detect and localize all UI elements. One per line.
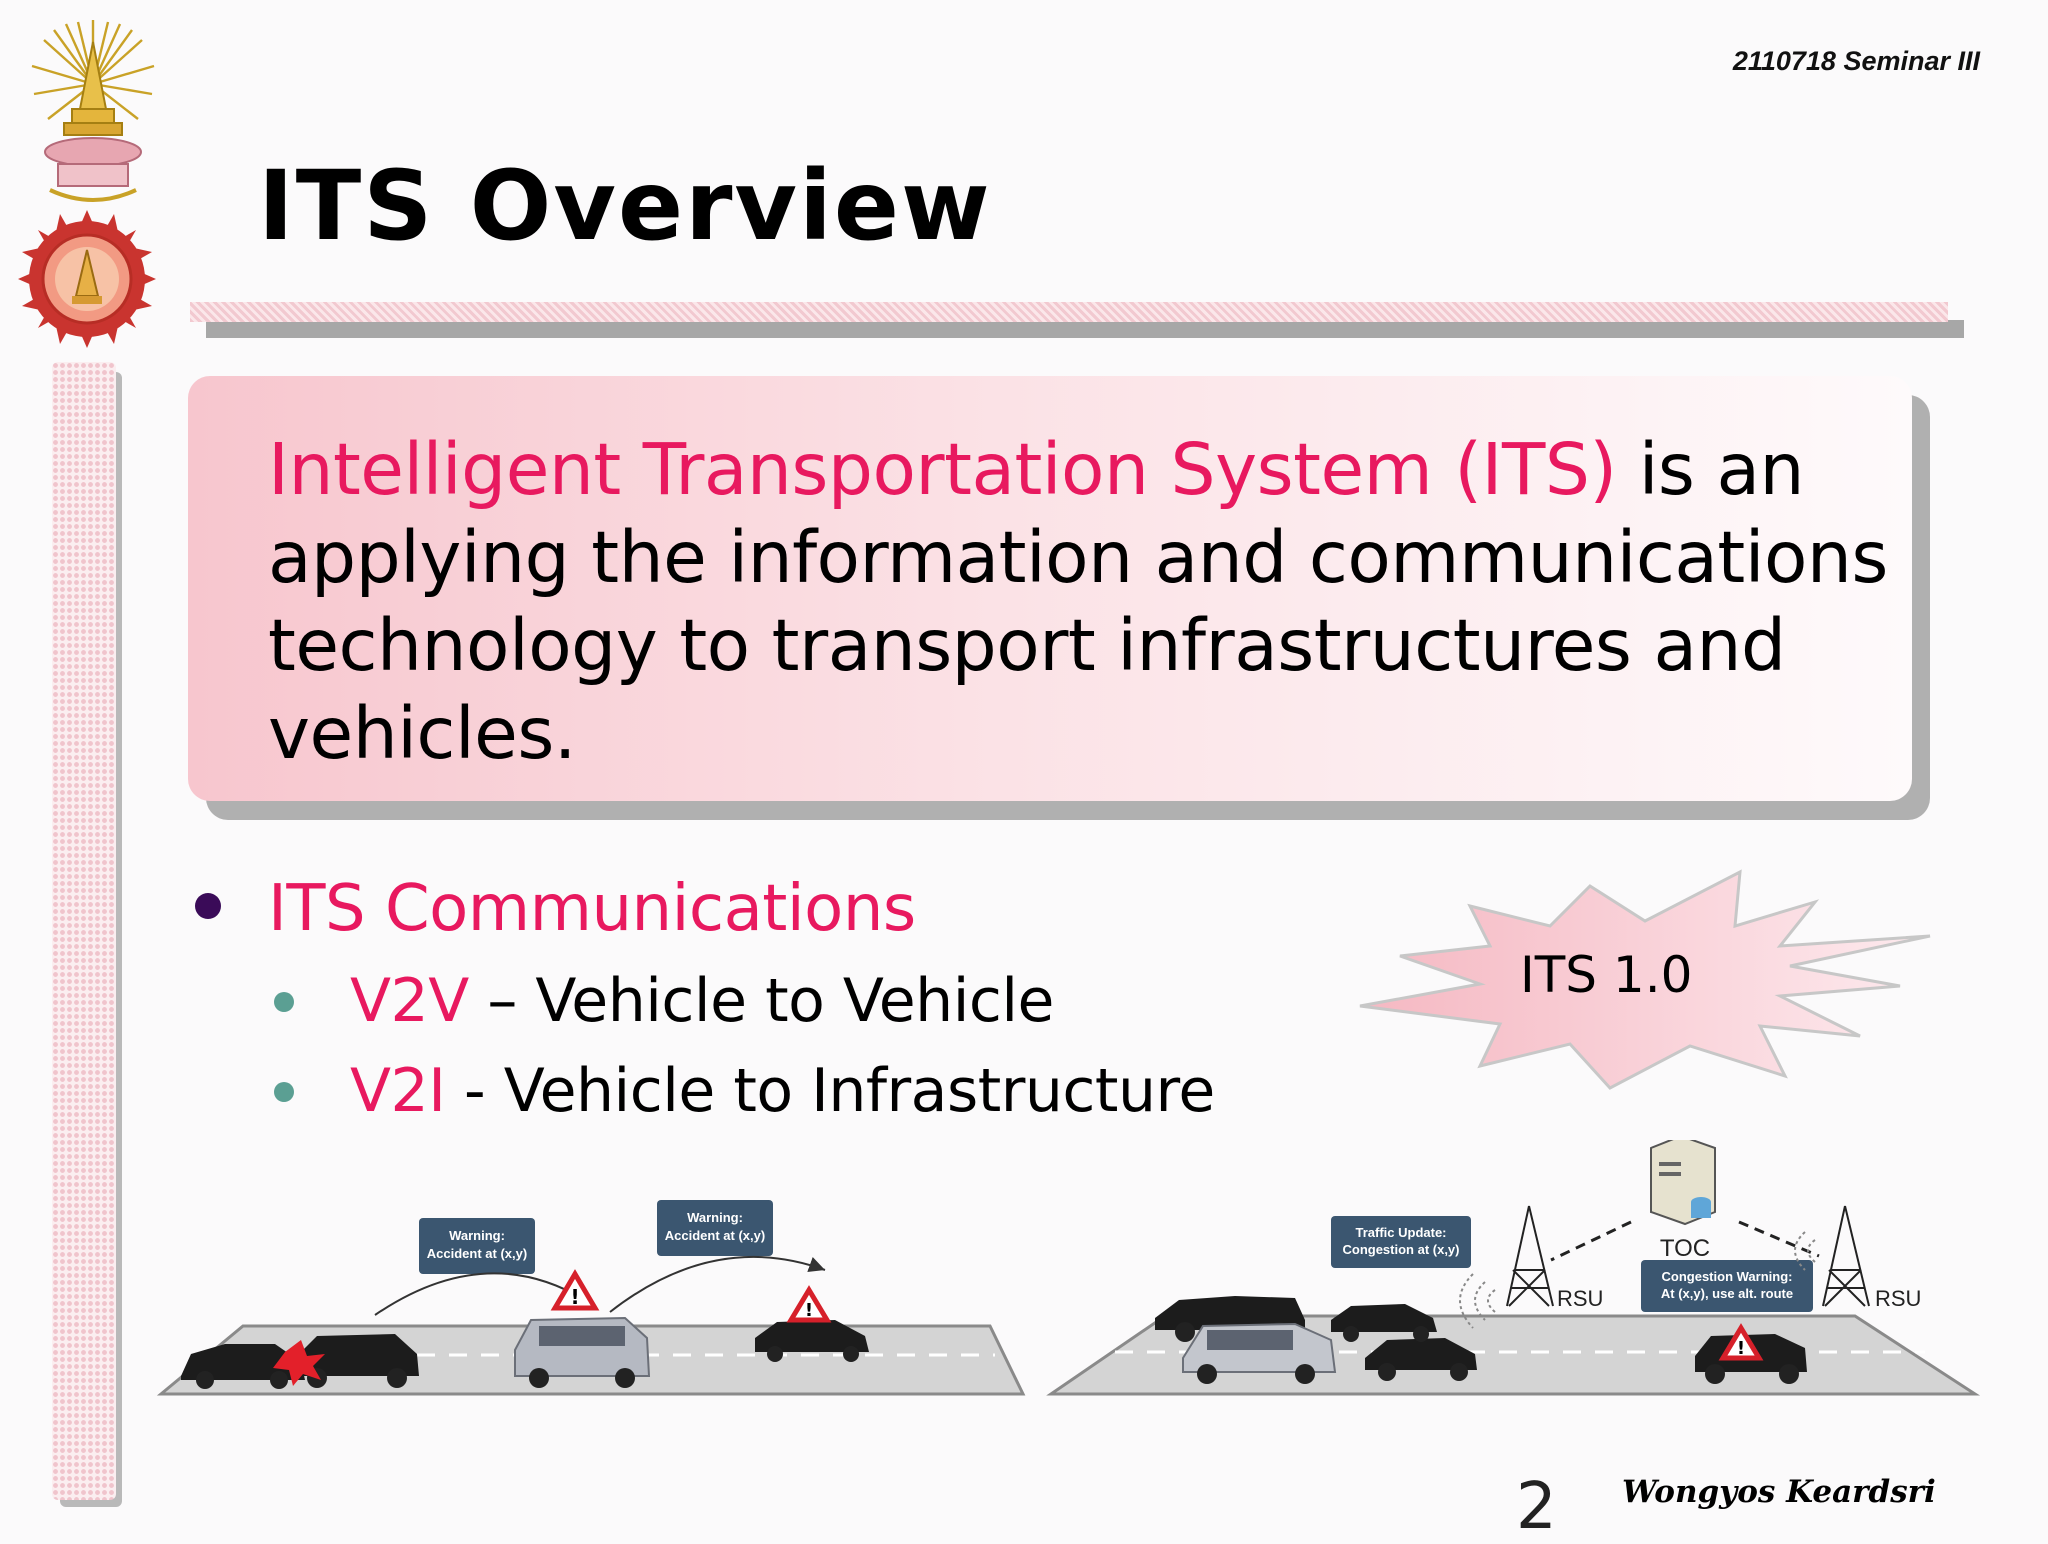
v2v-code: V2V bbox=[350, 966, 469, 1036]
sub-bullet-dot bbox=[274, 992, 294, 1012]
v2v-warning-1-line2: Accident at (x,y) bbox=[426, 1246, 528, 1261]
its-version-label: ITS 1.0 bbox=[1520, 946, 1693, 1004]
v2i-separator: - bbox=[445, 1056, 504, 1126]
v2v-description: Vehicle to Vehicle bbox=[535, 966, 1054, 1036]
title-rule-shadow bbox=[206, 320, 1964, 338]
v2v-separator: – bbox=[468, 966, 536, 1036]
congestion-warning-line2: At (x,y), use alt. route bbox=[1660, 1286, 1794, 1301]
its-term: Intelligent Transportation System (ITS) bbox=[268, 428, 1617, 511]
v2i-description: Vehicle to Infrastructure bbox=[503, 1056, 1215, 1126]
hazard-icon: ! bbox=[804, 1300, 814, 1321]
decorative-side-bar bbox=[52, 362, 116, 1500]
sub-bullet-v2i bbox=[350, 1056, 1215, 1126]
definition-text bbox=[268, 426, 1908, 778]
toc-server-icon bbox=[1651, 1140, 1715, 1224]
bullet-dot bbox=[195, 893, 221, 919]
page-number: 2 bbox=[1516, 1470, 1557, 1544]
rsu-right-tower-icon bbox=[1823, 1206, 1869, 1306]
traffic-update-line2: Congestion at (x,y) bbox=[1342, 1242, 1460, 1257]
university-seal-logo bbox=[18, 210, 156, 348]
hazard-icon: ! bbox=[1736, 1338, 1746, 1359]
author-name: Wongyos Keardsri bbox=[1622, 1474, 1936, 1510]
hazard-icon: ! bbox=[570, 1285, 580, 1309]
sub-bullet-dot bbox=[274, 1082, 294, 1102]
rsu-right-label: RSU bbox=[1875, 1286, 1922, 1311]
rsu-left-label: RSU bbox=[1557, 1286, 1604, 1311]
definition-line4: vehicles. bbox=[268, 692, 576, 775]
course-code: 2110718 Seminar III bbox=[1732, 46, 1980, 76]
title-rule bbox=[190, 302, 1948, 322]
congestion-warning-line1: Congestion Warning: bbox=[1661, 1269, 1793, 1284]
sub-bullet-v2v bbox=[350, 966, 1054, 1036]
v2v-v2i-diagram bbox=[155, 1140, 1985, 1410]
v2v-warning-1-line1: Warning: bbox=[449, 1228, 505, 1243]
v2i-code: V2I bbox=[350, 1056, 446, 1126]
definition-line2: applying the information and communications bbox=[268, 516, 1888, 599]
rsu-left-tower-icon bbox=[1507, 1206, 1553, 1306]
university-crest-logo bbox=[28, 14, 158, 209]
v2v-warning-2-line1: Warning: bbox=[687, 1210, 743, 1225]
slide-title: ITS Overview bbox=[258, 150, 992, 262]
toc-label: TOC bbox=[1659, 1235, 1711, 1262]
bullet-its-communications: ITS Communications bbox=[268, 872, 916, 946]
definition-line1-rest: is an bbox=[1616, 428, 1805, 511]
traffic-update-line1: Traffic Update: bbox=[1355, 1225, 1447, 1240]
definition-line3: technology to transport infrastructures and bbox=[268, 604, 1786, 687]
v2v-warning-2-line2: Accident at (x,y) bbox=[664, 1228, 766, 1243]
